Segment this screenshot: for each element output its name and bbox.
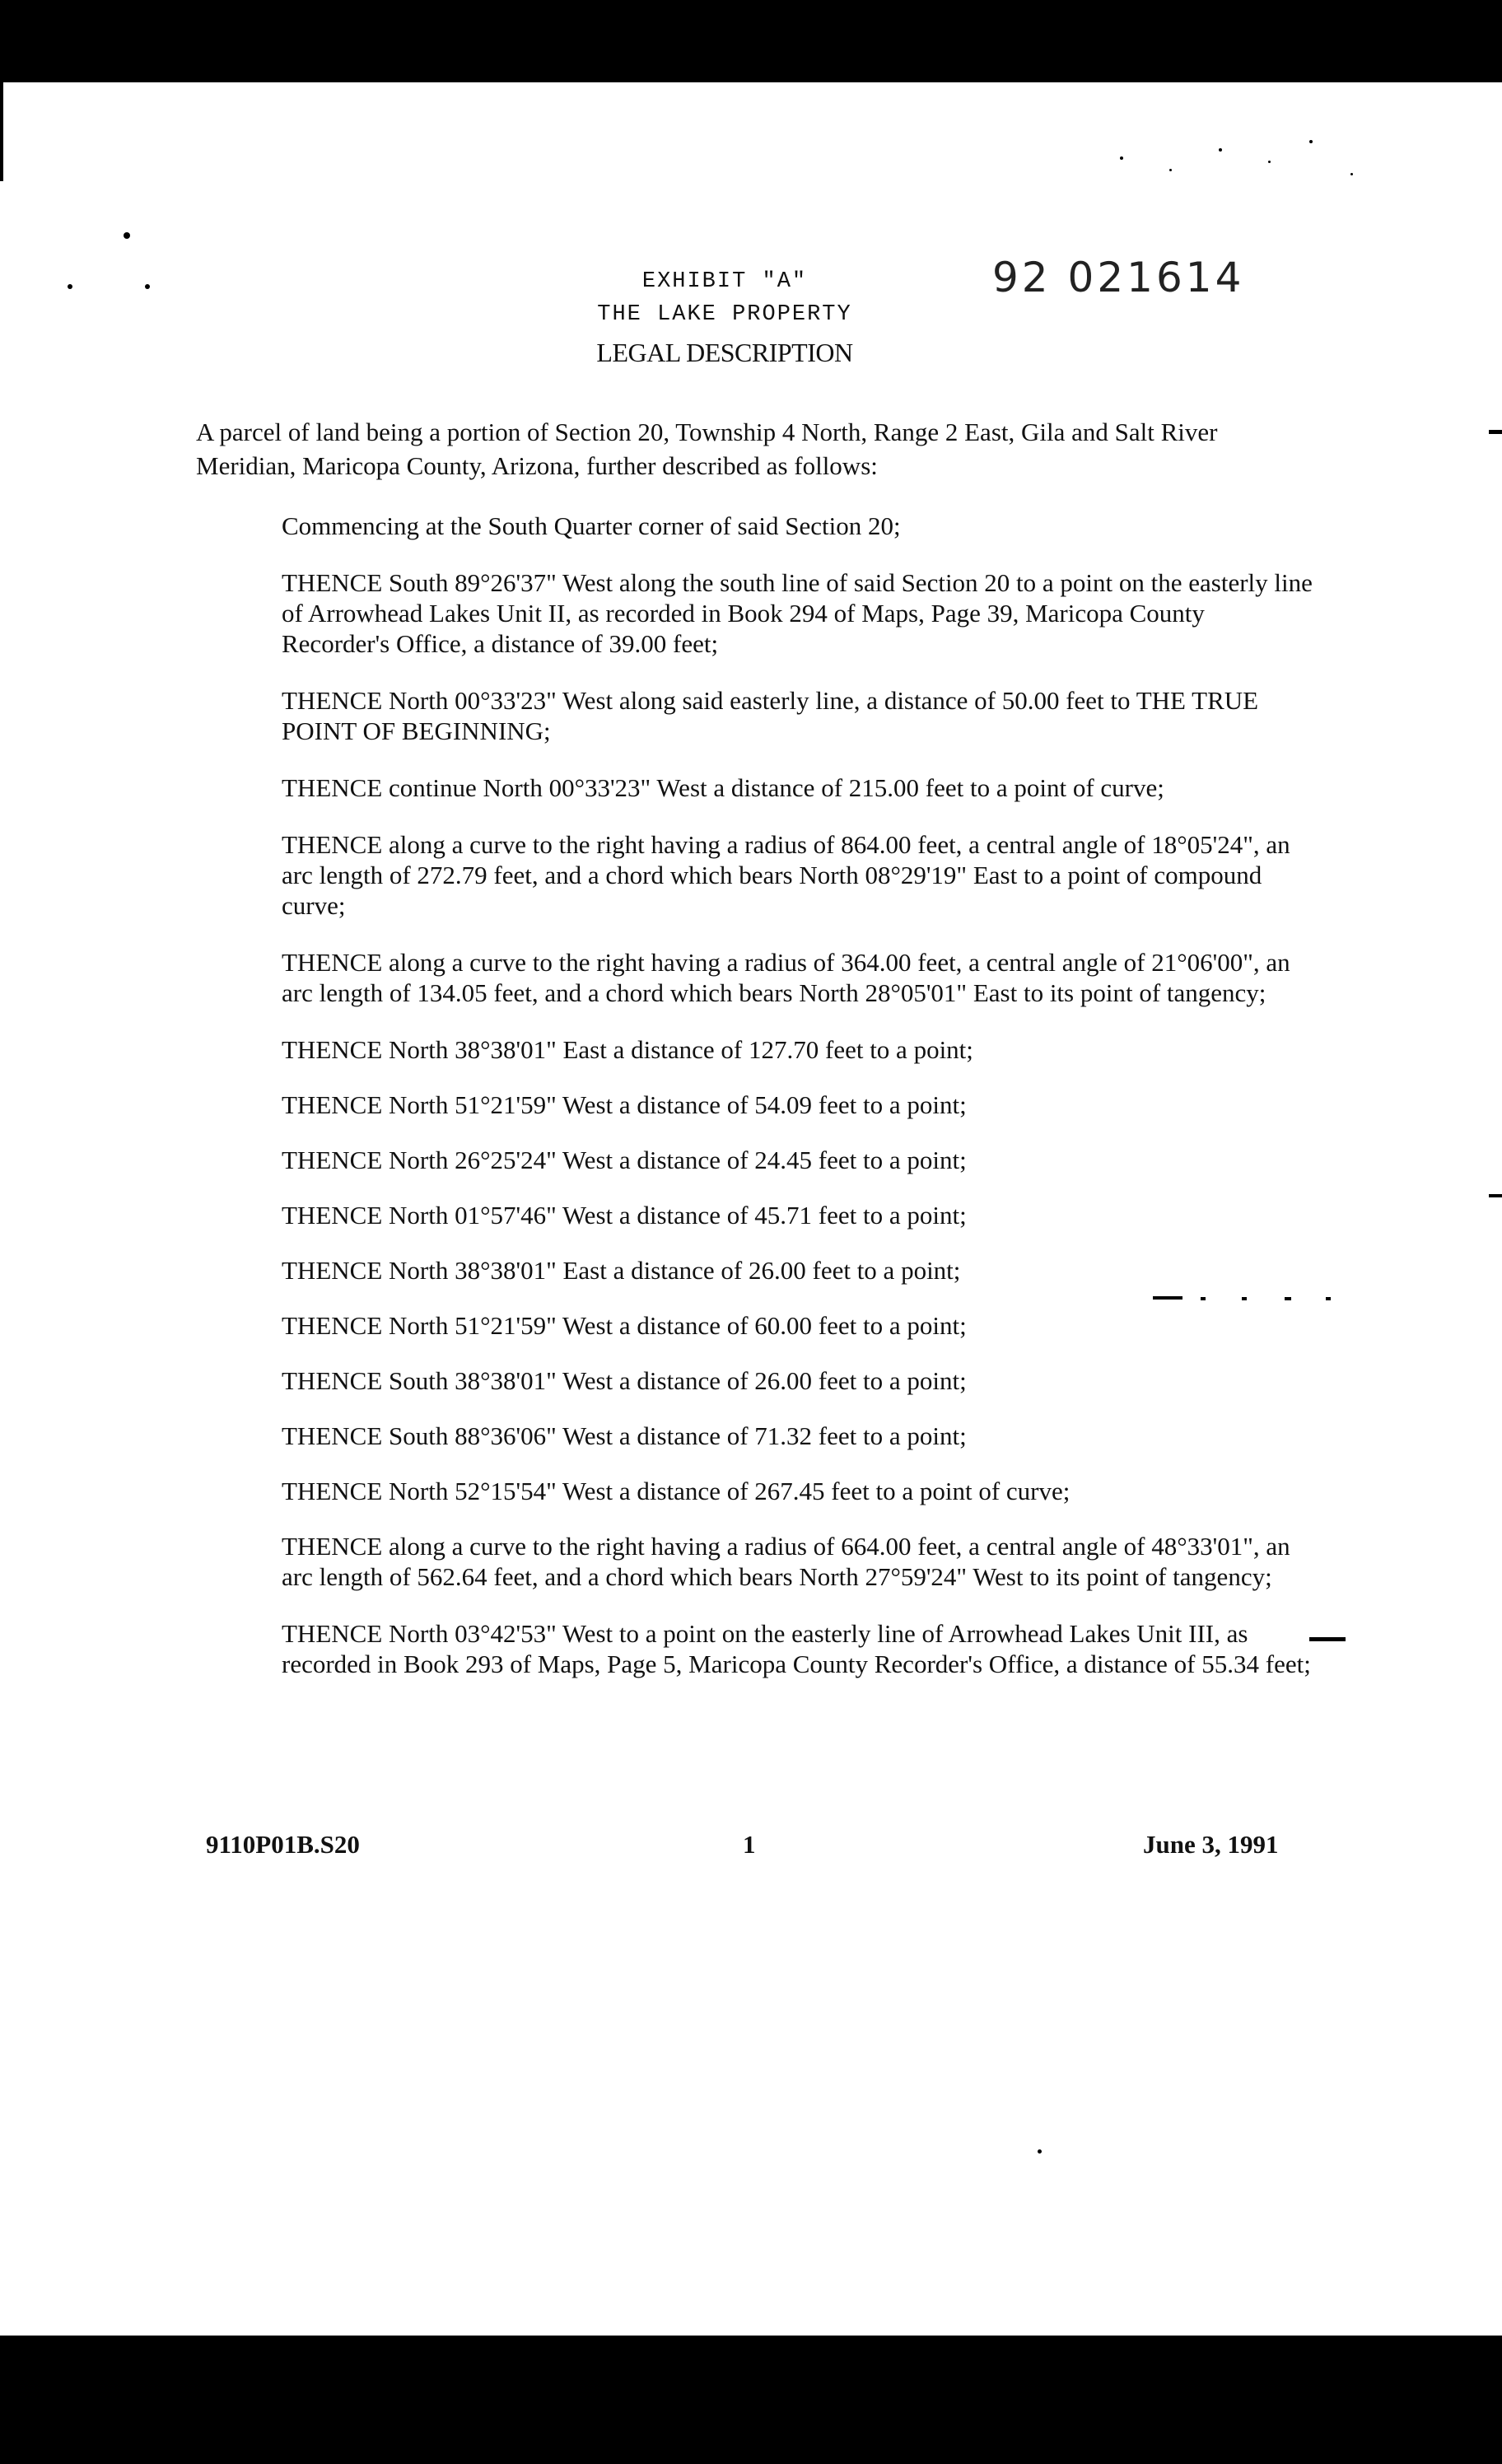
recording-number: 92 021614: [992, 254, 1245, 301]
call-item: THENCE continue North 00°33'23" West a distance of 215.00 feet to a point of curve;: [282, 773, 1164, 802]
call-item: THENCE North 38°38'01" East a distance of 127.70 feet to a point;: [282, 1035, 973, 1064]
scan-speck: [1120, 156, 1123, 160]
document-date: June 3, 1991: [1143, 1830, 1279, 1859]
call-item: THENCE along a curve to the right having a radius of 664.00 feet, a central angle of 48°33'01", an arc length of 562.64 feet, and a chord which bears North 27°59'24" West to its point of tangency;: [282, 1532, 1290, 1591]
exhibit-label: EXHIBIT "A": [641, 269, 808, 294]
call-item: THENCE North 01°57'46" West a distance of 45.71 feet to a point;: [282, 1201, 967, 1230]
call-item: THENCE South 88°36'06" West a distance of 71.32 feet to a point;: [282, 1421, 967, 1450]
call-item: THENCE North 03°42'53" West to a point on the easterly line of Arrowhead Lakes Unit III, as recorded in Book 293 of Maps, Page 5, Maricopa County Recorder's Office, a distance of 55.34 feet;: [282, 1619, 1311, 1678]
document-header: [494, 265, 955, 371]
scan-border-left: [0, 82, 3, 181]
scan-mark: [1489, 1194, 1502, 1197]
call-item: THENCE South 38°38'01" West a distance of 26.00 feet to a point;: [282, 1366, 967, 1395]
property-name: THE LAKE PROPERTY: [597, 302, 852, 327]
scan-speck: [1038, 2149, 1042, 2154]
scan-speck: [1350, 173, 1353, 175]
call-item: THENCE North 00°33'23" West along said easterly line, a distance of 50.00 feet to THE TRUE POINT OF BEGINNING;: [282, 686, 1259, 745]
page-number: 1: [743, 1830, 756, 1859]
metes-and-bounds-calls: [282, 511, 1316, 1706]
scan-speck: [68, 284, 72, 289]
call-item: THENCE North 51°21'59" West a distance of 60.00 feet to a point;: [282, 1311, 967, 1340]
legal-description-title: LEGAL DESCRIPTION: [596, 338, 853, 367]
scan-speck: [124, 232, 130, 239]
call-commencing: Commencing at the South Quarter corner of said Section 20;: [282, 511, 901, 540]
call-item: THENCE North 51°21'59" West a distance of 54.09 feet to a point;: [282, 1090, 967, 1119]
call-item: THENCE North 52°15'54" West a distance of 267.45 feet to a point of curve;: [282, 1477, 1071, 1505]
scan-speck: [1169, 169, 1172, 171]
scan-border-bottom: [0, 2336, 1502, 2464]
intro-paragraph: A parcel of land being a portion of Section 20, Township 4 North, Range 2 East, Gila and Salt River Meridian, Maricopa County, Arizona, further described as follows:: [196, 418, 1218, 480]
scan-speck: [145, 284, 150, 289]
call-item: THENCE along a curve to the right having a radius of 364.00 feet, a central angle of 21°06'00", an arc length of 134.05 feet, and a chord which bears North 28°05'01" East to its point of tangency;: [282, 948, 1290, 1007]
scan-mark: [1489, 430, 1502, 434]
call-item: THENCE along a curve to the right having a radius of 864.00 feet, a central angle of 18°05'24", an arc length of 272.79 feet, and a chord which bears North 08°29'19" East to a point of compound curve;: [282, 830, 1290, 920]
scan-border-top: [0, 0, 1502, 82]
call-item: THENCE South 89°26'37" West along the south line of said Section 20 to a point on the easterly line of Arrowhead Lakes Unit II, as recorded in Book 294 of Maps, Page 39, Maricopa County Recorder's Office, a distance of 39.00 feet;: [282, 568, 1313, 658]
call-item: THENCE North 38°38'01" East a distance of 26.00 feet to a point;: [282, 1256, 961, 1285]
scan-speck: [1268, 161, 1271, 163]
call-item: THENCE North 26°25'24" West a distance of 24.45 feet to a point;: [282, 1146, 967, 1174]
scan-speck: [1309, 140, 1313, 143]
file-code: 9110P01B.S20: [206, 1830, 360, 1859]
scan-speck: [1219, 148, 1222, 152]
scan-mark: [1326, 1297, 1331, 1300]
